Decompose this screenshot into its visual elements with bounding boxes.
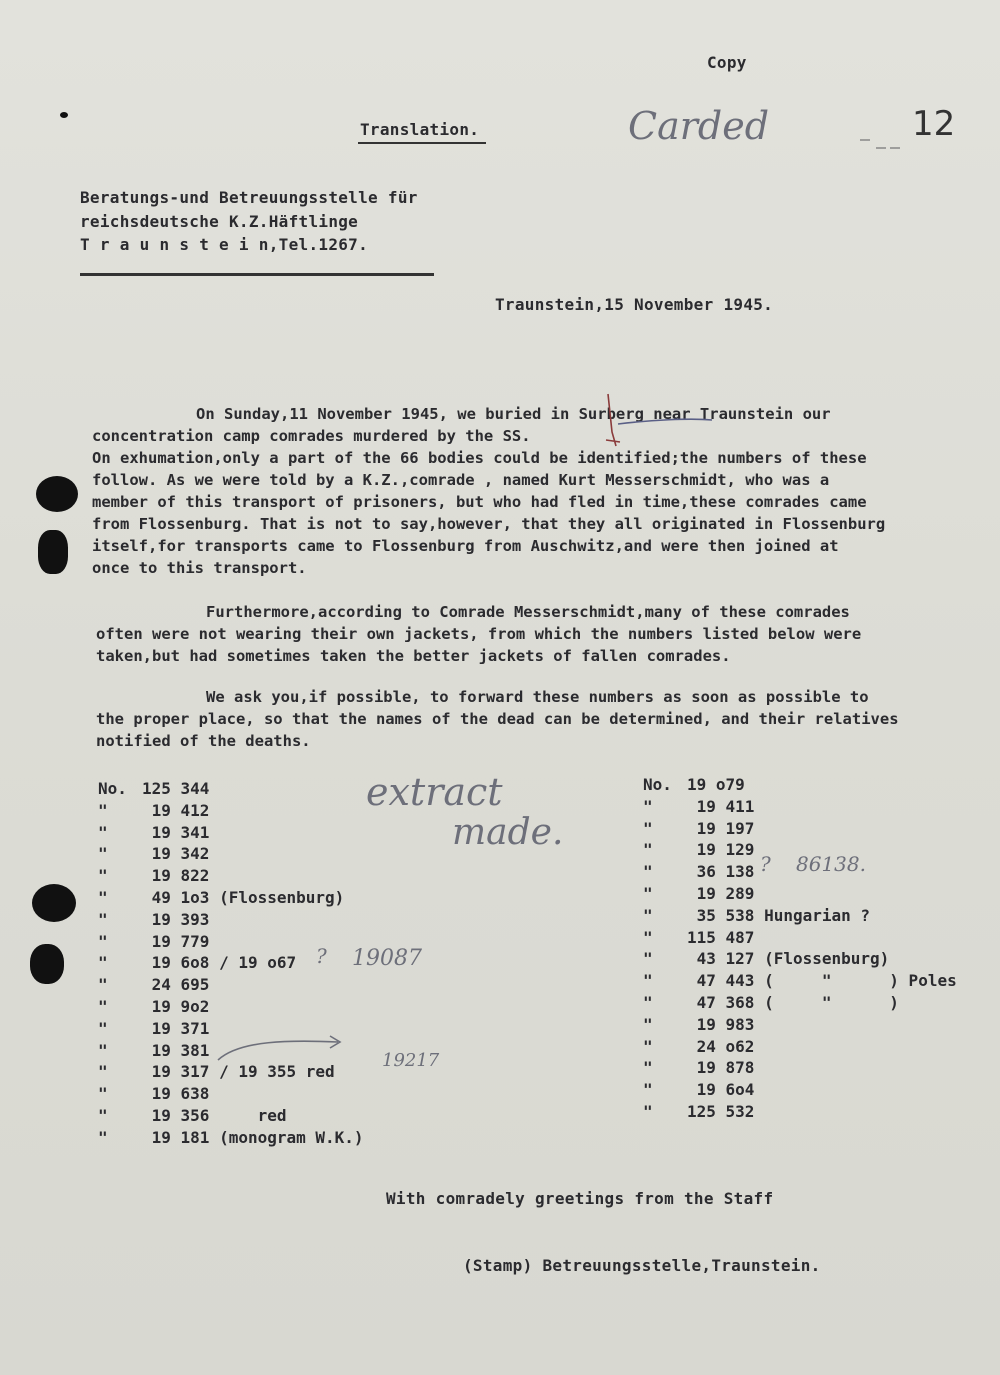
- entry-prefix: ": [643, 1058, 653, 1078]
- number-entry: [643, 971, 957, 993]
- sender-line-2: reichsdeutsche K.Z.Häftlinge: [80, 212, 359, 231]
- p2-line: often were not wearing their own jackets, from which the numbers listed below were: [96, 625, 862, 643]
- entry-prefix: ": [98, 975, 108, 995]
- entry-prefix: ": [98, 1127, 108, 1147]
- number-entry: [643, 797, 957, 819]
- p1-line: from Flossenburg. That is not to say,however, that they all originated in Flossenburg: [92, 515, 886, 533]
- p2-line: taken,but had sometimes taken the better jackets of fallen comrades.: [96, 647, 731, 665]
- entry-prefix: ": [98, 1062, 108, 1082]
- entry-prefix: ": [98, 887, 108, 907]
- entry-prefix: ": [98, 800, 108, 820]
- entry-number: 19 289: [687, 883, 755, 903]
- number-entry: [98, 1019, 364, 1041]
- punch-hole: [36, 476, 78, 512]
- entry-prefix: ": [98, 822, 108, 842]
- p1-line: On Sunday,11 November 1945, we buried in Surberg near Traunstein our: [196, 405, 831, 423]
- entry-prefix: ": [643, 840, 653, 860]
- entry-number: 19 181 (monogram W.K.): [142, 1127, 364, 1147]
- entry-number: 19 6o8 / 19 o67: [142, 953, 297, 973]
- number-entry: [643, 819, 957, 841]
- entry-number: 47 443 ( " ) Poles: [687, 971, 957, 991]
- number-entry: [98, 910, 364, 932]
- entry-number: 19 822: [142, 866, 210, 886]
- entry-prefix: ": [643, 971, 653, 991]
- entry-prefix: ": [643, 796, 653, 816]
- entry-number: 125 532: [687, 1101, 755, 1121]
- entry-prefix: ": [98, 909, 108, 929]
- number-entry: [643, 906, 957, 928]
- handwritten-carded: Carded: [628, 104, 770, 148]
- closing-stamp: (Stamp) Betreuungsstelle,Traunstein.: [463, 1256, 821, 1275]
- entry-number: 24 695: [142, 975, 210, 995]
- punch-hole: [30, 944, 64, 984]
- p1-line: follow. As we were told by a K.Z.,comrade , named Kurt Messerschmidt, who was a: [92, 471, 830, 489]
- ink-mark: [60, 112, 68, 118]
- translation-underline: [358, 142, 486, 144]
- entry-number: 19 638: [142, 1084, 210, 1104]
- number-entry: [643, 928, 957, 950]
- handwritten-note-86138: 86138.: [796, 852, 866, 876]
- entry-prefix: ": [643, 818, 653, 838]
- handwritten-question: ?: [316, 944, 327, 968]
- number-entry: [98, 1106, 364, 1128]
- paragraph-2: [96, 601, 861, 667]
- number-entry: [98, 866, 364, 888]
- entry-number: 19 412: [142, 800, 210, 820]
- entry-number: 47 368 ( " ): [687, 992, 899, 1012]
- number-entry: [643, 1015, 957, 1037]
- entry-prefix: ": [643, 905, 653, 925]
- entry-prefix: ": [643, 883, 653, 903]
- entry-number: 24 o62: [687, 1036, 755, 1056]
- number-entry: [98, 823, 364, 845]
- p1-line: member of this transport of prisoners, but who had fled in time,these comrades came: [92, 493, 867, 511]
- number-entry: [98, 1128, 364, 1150]
- entry-prefix: ": [98, 996, 108, 1016]
- entry-prefix: ": [643, 1101, 653, 1121]
- entry-number: 19 381: [142, 1040, 210, 1060]
- sender-line-1: Beratungs-und Betreuungsstelle für: [80, 188, 418, 207]
- entry-number: 49 1o3 (Flossenburg): [142, 887, 345, 907]
- handwritten-note-19087: 19087: [352, 946, 422, 971]
- paragraph-3: [96, 686, 899, 752]
- p1-line: itself,for transports came to Flossenburg from Auschwitz,and were then joined at: [92, 537, 839, 555]
- entry-number: 125 344: [142, 779, 210, 798]
- entry-prefix: ": [643, 1014, 653, 1034]
- entry-prefix: ": [98, 866, 108, 886]
- entry-number: 19 983: [687, 1014, 755, 1034]
- entry-number: 19 356 red: [142, 1105, 287, 1125]
- entry-number: 19 6o4: [687, 1080, 755, 1100]
- closing-greeting: With comradely greetings from the Staff: [386, 1189, 774, 1208]
- entry-number: 19 779: [142, 931, 210, 951]
- entry-number: 19 393: [142, 909, 210, 929]
- entry-number: 19 878: [687, 1058, 755, 1078]
- p1-line: concentration camp comrades murdered by the SS.: [92, 427, 531, 445]
- number-entry: [643, 775, 957, 797]
- entry-number: 19 342: [142, 844, 210, 864]
- handwritten-note-19217: 19217: [382, 1050, 440, 1071]
- number-entry: [643, 993, 957, 1015]
- p3-line: We ask you,if possible, to forward these numbers as soon as possible to: [206, 688, 869, 706]
- entry-number: 19 9o2: [142, 996, 210, 1016]
- copy-label: Copy: [707, 53, 747, 72]
- entry-number: 19 129: [687, 840, 755, 860]
- number-entry: [98, 801, 364, 823]
- entry-prefix: ": [643, 862, 653, 882]
- sender-line-3: T r a u n s t e i n,Tel.1267.: [80, 235, 369, 254]
- entry-number: 19 o79: [687, 775, 745, 794]
- entry-prefix: ": [98, 1084, 108, 1104]
- number-entry: [98, 1041, 364, 1063]
- number-entry: [98, 1084, 364, 1106]
- number-entry: [643, 1037, 957, 1059]
- p3-line: the proper place, so that the names of the dead can be determined, and their relatives: [96, 710, 899, 728]
- entry-prefix: No.: [643, 775, 672, 794]
- sender-rule: [80, 273, 434, 276]
- entry-number: 19 317 / 19 355 red: [142, 1062, 335, 1082]
- entry-prefix: ": [98, 953, 108, 973]
- number-entry: [643, 884, 957, 906]
- entry-prefix: ": [98, 1105, 108, 1125]
- entry-prefix: ": [643, 992, 653, 1012]
- handwritten-extract: extract: [366, 770, 503, 814]
- entry-number: 19 197: [687, 818, 755, 838]
- number-entry: [98, 888, 364, 910]
- entry-prefix: ": [98, 931, 108, 951]
- entry-prefix: ": [98, 844, 108, 864]
- entry-number: 19 411: [687, 796, 755, 816]
- number-entry: [643, 1080, 957, 1102]
- date-line: Traunstein,15 November 1945.: [495, 295, 774, 314]
- punch-hole: [32, 884, 76, 922]
- number-entry: [98, 779, 364, 801]
- entry-number: 19 371: [142, 1018, 210, 1038]
- number-entry: [98, 997, 364, 1019]
- p2-line: Furthermore,according to Comrade Messerschmidt,many of these comrades: [206, 603, 850, 621]
- entry-number: 115 487: [687, 927, 755, 947]
- handwritten-made: made.: [452, 812, 564, 853]
- entry-number: 36 138: [687, 862, 755, 882]
- entry-prefix: ": [98, 1040, 108, 1060]
- number-entry: [643, 1058, 957, 1080]
- number-entry: [643, 949, 957, 971]
- numbers-list-right: [643, 775, 957, 1124]
- entry-prefix: ": [643, 1080, 653, 1100]
- p3-line: notified of the deaths.: [96, 732, 311, 750]
- p1-line: once to this transport.: [92, 559, 307, 577]
- handwritten-question: ?: [760, 852, 771, 876]
- number-entry: [643, 1102, 957, 1124]
- number-entry: [98, 975, 364, 997]
- entry-prefix: ": [98, 1018, 108, 1038]
- entry-prefix: ": [643, 927, 653, 947]
- entry-prefix: No.: [98, 779, 127, 798]
- entry-number: 43 127 (Flossenburg): [687, 949, 890, 969]
- punch-hole: [38, 530, 68, 574]
- entry-number: 35 538 Hungarian ?: [687, 905, 871, 925]
- number-entry: [98, 1062, 364, 1084]
- entry-prefix: ": [643, 1036, 653, 1056]
- translation-label: Translation.: [360, 120, 480, 139]
- paragraph-1: [92, 403, 885, 579]
- p1-line: On exhumation,only a part of the 66 bodies could be identified;the numbers of these: [92, 449, 867, 467]
- number-entry: [98, 844, 364, 866]
- page-number: 12: [912, 104, 956, 144]
- entry-number: 19 341: [142, 822, 210, 842]
- entry-prefix: ": [643, 949, 653, 969]
